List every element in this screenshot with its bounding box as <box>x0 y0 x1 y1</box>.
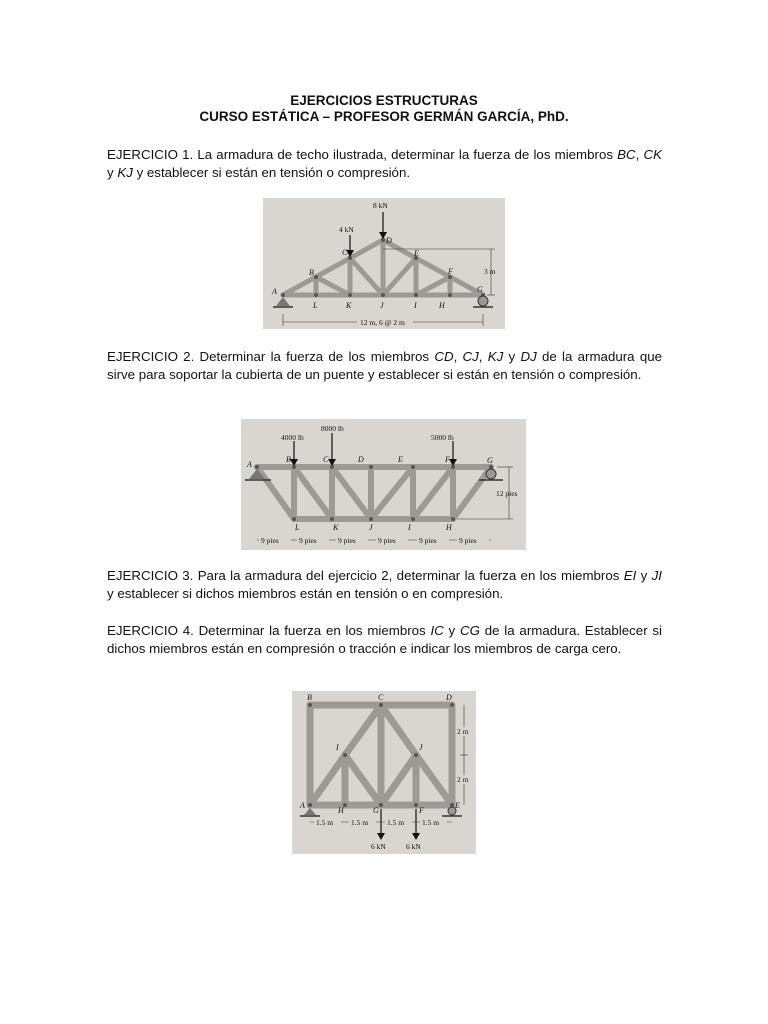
exercise-2-text: EJERCICIO 2. Determinar la fuerza de los miembros CD, CJ, KJ y DJ de la armadura que sirve para soportar la cubierta de un puente y establecer si están en tensión o compresión. <box>107 349 663 382</box>
node-C: C <box>323 455 329 464</box>
load-4kn-label: 4 kN <box>339 225 354 234</box>
figure-frame-truss <box>292 691 476 854</box>
node-C: C <box>342 248 348 257</box>
node-H: H <box>446 523 452 532</box>
node-H: H <box>338 806 344 815</box>
load-4000lb-label: 4000 lb <box>281 433 304 442</box>
node-J: J <box>369 523 373 532</box>
spacing-label: 9 pies <box>378 536 396 545</box>
node-F: F <box>419 806 424 815</box>
span-label: 12 m, 6 @ 2 m <box>360 318 405 327</box>
node-K: K <box>333 523 339 532</box>
load-8000lb-label: 8000 lb <box>321 424 344 433</box>
exercise-1-text: EJERCICIO 1. La armadura de techo ilustrada, determinar la fuerza de los miembros BC, CK y KJ y establecer si están en tensión o compresión. <box>107 147 663 180</box>
node-G: G <box>477 285 483 294</box>
node-E: E <box>455 801 460 810</box>
node-D: D <box>386 236 392 245</box>
node-G: G <box>487 456 493 465</box>
spacing-label: 1.5 m <box>351 818 369 827</box>
node-H: H <box>439 301 445 310</box>
figure-roof-truss <box>263 198 505 329</box>
node-C: C <box>378 693 384 702</box>
node-A: A <box>272 287 277 296</box>
node-A: A <box>300 801 305 810</box>
spacing-label: 1.5 m <box>422 818 440 827</box>
node-I: I <box>414 301 417 310</box>
node-D: D <box>358 455 364 464</box>
exercise-3-text: EJERCICIO 3. Para la armadura del ejercicio 2, determinar la fuerza en los miembros EI y JI y establecer si dichos miembros están en tensión o en compresión. <box>107 568 662 601</box>
node-F: F <box>448 267 453 276</box>
node-K: K <box>346 301 352 310</box>
spacing-label: 1.5 m <box>387 818 405 827</box>
document-subtitle: CURSO ESTÁTICA – PROFESOR GERMÁN GARCÍA, PhD. <box>199 109 569 124</box>
spacing-label: 9 pies <box>459 536 477 545</box>
height-2m-label: 2 m <box>457 727 469 736</box>
node-E: E <box>414 249 419 258</box>
document-title: EJERCICIOS ESTRUCTURAS <box>290 93 478 108</box>
figure-bridge-truss <box>241 419 526 550</box>
spacing-label: 9 pies <box>261 536 279 545</box>
node-J: J <box>419 743 423 752</box>
node-I: I <box>336 743 339 752</box>
spacing-label: 1.5 m <box>316 818 334 827</box>
height-12pies-label: 12 pies <box>496 489 518 498</box>
node-F: F <box>445 455 450 464</box>
height-3m-label: 3 m <box>484 267 496 276</box>
load-5000lb-label: 5000 lb <box>431 433 454 442</box>
node-D: D <box>446 693 452 702</box>
height-2m-label: 2 m <box>457 775 469 784</box>
node-E: E <box>398 455 403 464</box>
node-B: B <box>309 268 314 277</box>
exercise-4-text: EJERCICIO 4. Determinar la fuerza en los miembros IC y CG de la armadura. Establecer si dichos miembros están en compresión o tracción e indicar los miembros de carga cero. <box>107 623 663 656</box>
node-J: J <box>380 301 384 310</box>
load-6kn-label: 6 kN <box>371 842 386 851</box>
node-L: L <box>313 301 318 310</box>
node-A: A <box>247 460 252 469</box>
node-B: B <box>286 455 291 464</box>
spacing-label: 9 pies <box>419 536 437 545</box>
spacing-labels <box>259 536 489 545</box>
load-6kn-label: 6 kN <box>406 842 421 851</box>
node-G: G <box>373 806 379 815</box>
load-8kn-label: 8 kN <box>373 201 388 210</box>
spacing-label: 9 pies <box>338 536 356 545</box>
spacing-label: 9 pies <box>299 536 317 545</box>
node-B: B <box>307 693 312 702</box>
node-L: L <box>295 523 300 532</box>
node-I: I <box>408 523 411 532</box>
